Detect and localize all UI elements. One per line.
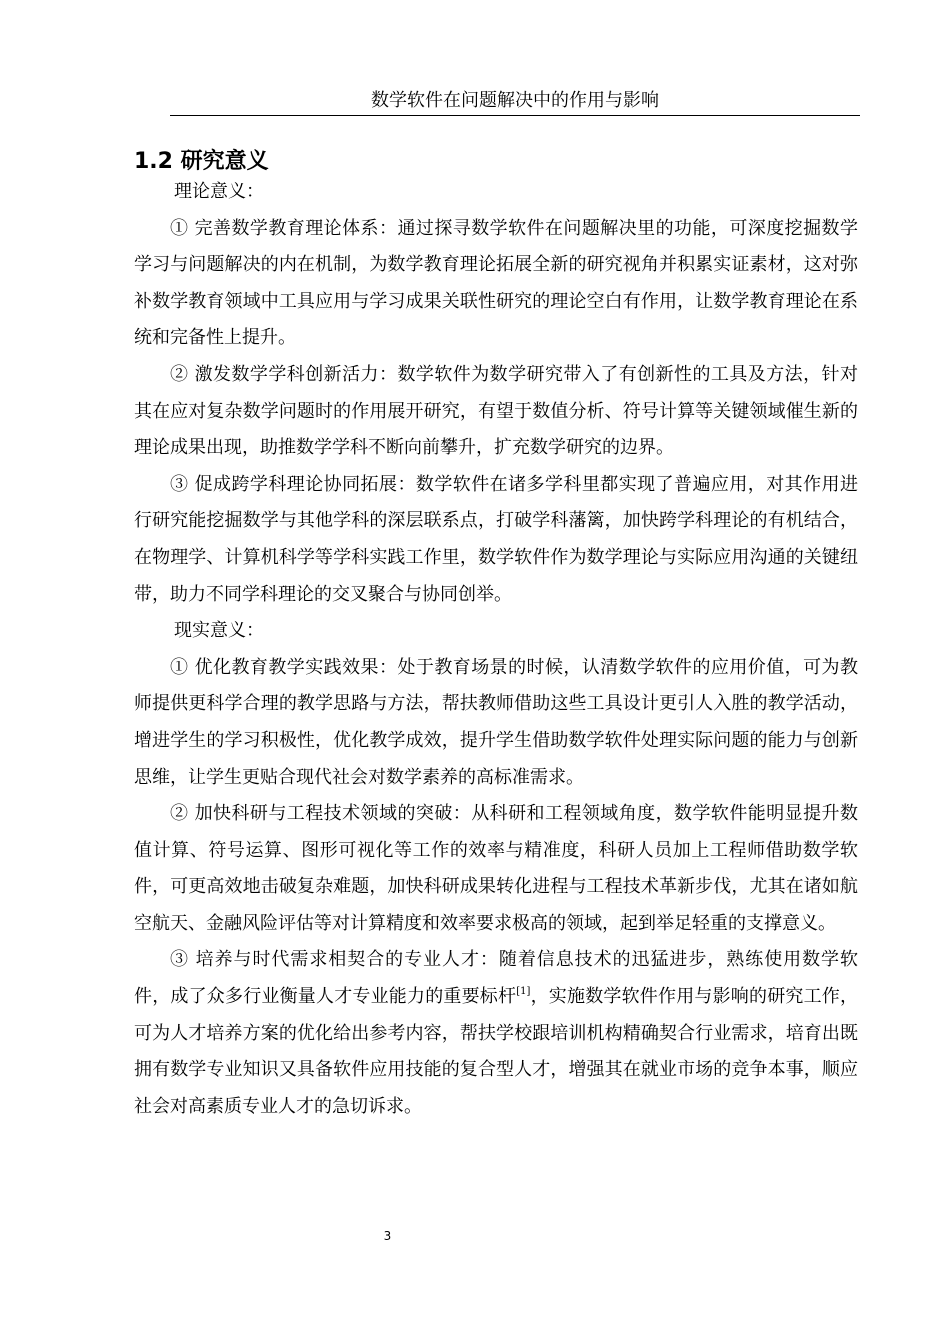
- citation-marker[interactable]: [1]: [516, 986, 531, 998]
- practice-paragraph-2: ② 加快科研与工程技术领域的突破：从科研和工程领域角度，数学软件能明显提升数值计算、符号运算、图形可视化等工作的效率与精准度，科研人员加上工程师借助数学软件，可更高效地击破复杂难题，加快科研成果转化进程与工程技术革新步伐，尤其在诸如航空航天、金融风险评估等对计算精度和效率要求极高的领域，起到举足轻重的支撑意义。: [134, 803, 858, 934]
- practice-label: 现实意义：: [174, 620, 264, 642]
- practice-paragraph-1: ① 优化教育教学实践效果：处于教育场景的时候，认清数学软件的应用价值，可为教师提供更科学合理的教学思路与方法，帮扶教师借助这些工具设计更引人入胜的教学活动，增进学生的学习积极性，优化教学成效，提升学生借助数学软件处理实际问题的能力与创新思维，让学生更贴合现代社会对数学素养的高标准需求。: [134, 656, 858, 788]
- theory-label: 理论意义：: [174, 181, 264, 202]
- theory-paragraph-1: ① 完善数学教育理论体系：通过探寻数学软件在问题解决里的功能，可深度挖掘数学学习与问题解决的内在机制，为数学教育理论拓展全新的研究视角并积累实证素材，这对弥补数学教育领域中工具应用与学习成果关联性研究的理论空白有作用，让数学教育理论在系统和完备性上提升。: [134, 217, 858, 349]
- practice-paragraph-3-start: ③ 培养与时代需求相契合的专业人才：随着信息技术的迅猛进步，熟练使用数学软件，成了众多行业衡量人才专业能力的重要标杆: [134, 949, 858, 1008]
- practice-paragraph-3-end: ，实施数学软件作用与影响的研究工作，可为人才培养方案的优化给出参考内容，帮扶学校跟培训机构精确契合行业需求，培育出既拥有数学专业知识又具备软件应用技能的复合型人才，增强其在就业市场的竞争本事，顺应社会对高素质专业人才的急切诉求。: [134, 986, 859, 1117]
- theory-paragraph-3: ③ 促成跨学科理论协同拓展：数学软件在诸多学科里都实现了普遍应用，对其作用进行研究能挖掘数学与其他学科的深层联系点，打破学科藩篱，加快跨学科理论的有机结合，在物理学、计算机科学等学科实践工作里，数学软件作为数学理论与实际应用沟通的关键纽带，助力不同学科理论的交叉聚合与协同创举。: [134, 473, 858, 605]
- theory-paragraph-2: ② 激发数学学科创新活力：数学软件为数学研究带入了有创新性的工具及方法，针对其在应对复杂数学问题时的作用展开研究，有望于数值分析、符号计算等关键领域催生新的理论成果出现，助推数学学科不断向前攀升，扩充数学研究的边界。: [134, 363, 858, 459]
- running-header: 数学软件在问题解决中的作用与影响: [170, 90, 860, 116]
- body-text: [134, 174, 858, 1125]
- page-number: 3: [383, 1229, 392, 1243]
- section-heading: 1.2 研究意义: [134, 149, 269, 174]
- practice-paragraph-3: [134, 942, 858, 1125]
